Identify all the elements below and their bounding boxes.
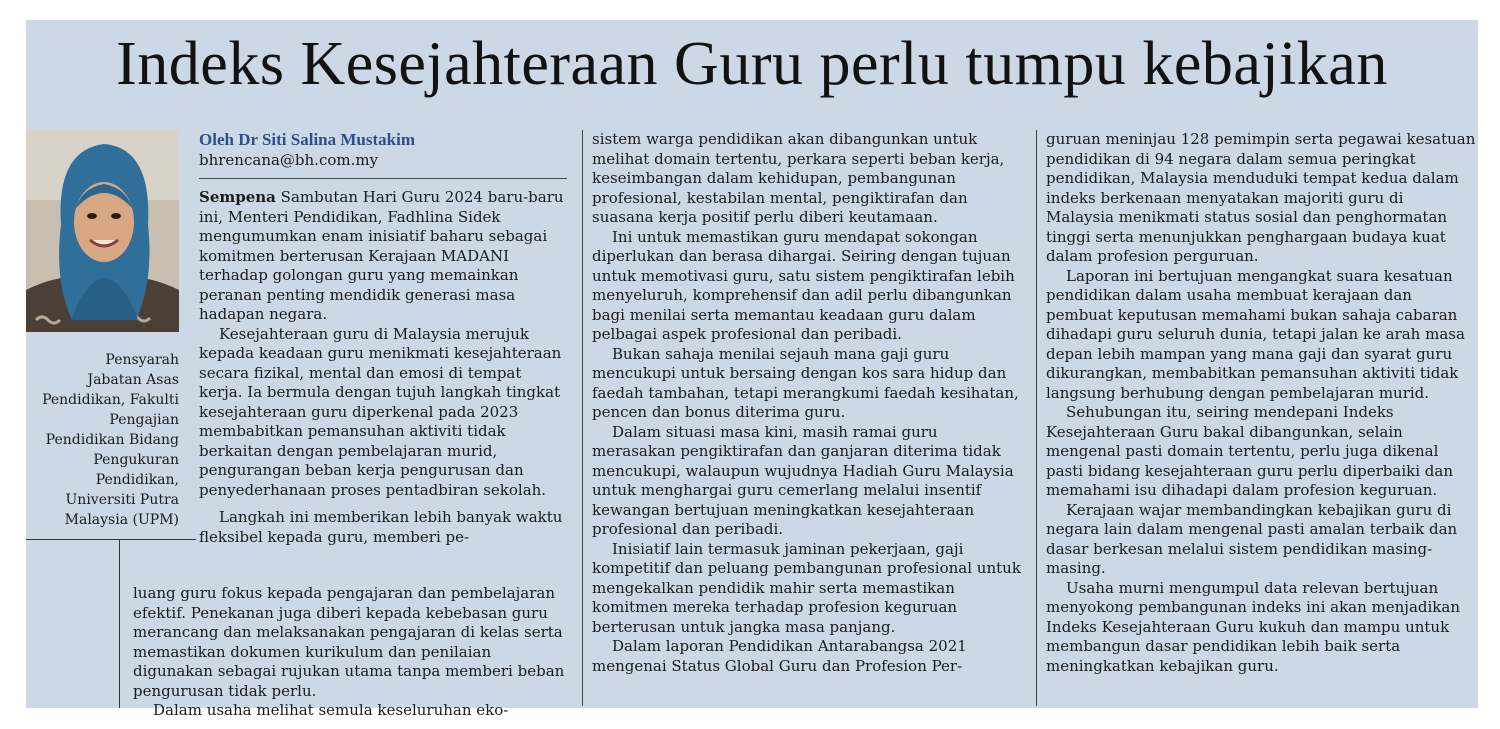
- article-page: [26, 20, 1478, 719]
- paragraph: guruan meninjau 128 pemimpin serta pegawai kesatuan pendidikan di 94 negara dalam semua peringkat pendidikan, Malaysia menduduki tempat kedua dalam indeks berkenaan menyatakan majoriti guru di Malaysia menikmati status sosial dan penghormatan tinggi serta menunjukkan penghargaan budaya kuat dalam profesion perguruan.: [1046, 130, 1476, 265]
- paragraph: Kerajaan wajar membandingkan kebajikan guru di negara lain dalam mengenal pasti amalan terbaik dan dasar berkesan melalui sistem pendidikan masing-masing.: [1046, 500, 1458, 577]
- author-email: bhrencana@bh.com.my: [199, 151, 379, 169]
- paragraph: Sempena Sambutan Hari Guru 2024 baru-baru ini, Menteri Pendidikan, Fadhlina Sidek mengumumkan enam inisiatif baharu sebagai komitmen berterusan Kerajaan MADANI terhadap golongan guru yang memainkan peranan penting mendidik generasi masa hadapan negara.: [199, 188, 564, 323]
- column-3: [1046, 130, 1476, 676]
- paragraph: Dalam laporan Pendidikan Antarabangsa 2021 mengenai Status Global Guru dan Profesion Per-: [592, 637, 967, 675]
- paragraph: Ini untuk memastikan guru mendapat sokongan diperlukan dan berasa dihargai. Seiring dengan tujuan untuk memotivasi guru, satu sistem pengiktirafan lebih menyeluruh, komprehensif dan adil perlu dibangunkan bagi menilai serta memantau keadaan guru dalam pelbagai aspek profesional dan peribadi.: [592, 227, 1015, 343]
- headline: Indeks Kesejahteraan Guru perlu tumpu kebajikan: [116, 30, 1388, 98]
- paragraph: Usaha murni mengumpul data relevan bertujuan menyokong pembangunan indeks ini akan menjadikan Indeks Kesejahteraan Guru kukuh dan mampu untuk membangun dasar pendidikan lebih baik serta meningkatkan kebajikan guru.: [1046, 578, 1460, 675]
- paragraph: Dalam situasi masa kini, masih ramai guru merasakan pengiktirafan dan ganjaran diterima tidak mencukupi, walaupun wujudnya Hadiah Guru Malaysia untuk menghargai guru cemerlang melalui insentif kewangan bertujuan meningkatkan kesejahteraan profesional dan peribadi.: [592, 422, 1014, 538]
- caption-divider: [26, 539, 196, 540]
- paragraph: Dalam usaha melihat semula keseluruhan eko-: [153, 701, 509, 719]
- author-name: Oleh Dr Siti Salina Mustakim: [199, 130, 415, 149]
- column-rule: [1036, 130, 1037, 706]
- paragraph: luang guru fokus kepada pengajaran dan pembelajaran efektif. Penekanan juga diberi kepada kebebasan guru merancang dan melaksanakan pengajaran di kelas serta memastikan dokumen kurikulum dan penilaian digunakan sebagai rujukan utama tanpa memberi beban pengurusan tidak perlu.: [133, 584, 565, 700]
- paragraph: Inisiatif lain termasuk jaminan pekerjaan, gaji kompetitif dan peluang pembangunan profesional untuk mengekalkan pendidik mahir serta memastikan komitmen mereka terhadap profesion keguruan berterusan untuk jangka masa panjang.: [592, 539, 1021, 636]
- column-1-upper: [199, 188, 569, 547]
- column-rule: [582, 130, 583, 706]
- column-1-lower: [133, 584, 569, 721]
- byline: [199, 130, 567, 179]
- paragraph: sistem warga pendidikan akan dibangunkan untuk melihat domain tertentu, perkara seperti beban kerja, keseimbangan dalam kehidupan, pembangunan profesional, kestabilan mental, pengiktirafan dan suasana kerja positif perlu diberi keutamaan.: [592, 130, 1005, 226]
- paragraph: Bukan sahaja menilai sejauh mana gaji guru mencukupi untuk bersaing dengan kos sara hidup dan faedah tambahan, tetapi merangkumi faedah kesihatan, pencen dan bonus diterima guru.: [592, 344, 1019, 421]
- paragraph: Langkah ini memberikan lebih banyak waktu fleksibel kepada guru, memberi pe-: [199, 508, 563, 546]
- lead-word: Sempena: [199, 188, 276, 206]
- byline-divider: [199, 178, 567, 179]
- paragraph: Laporan ini bertujuan mengangkat suara kesatuan pendidikan dalam usaha membuat kerajaan dan pembuat keputusan memahami bukan sahaja cabaran dihadapi guru seluruh dunia, tetapi jalan ke arah masa depan lebih mampan yang mana gaji dan syarat guru dikurangkan, membabitkan pemansuhan aktiviti tidak langsung berhubung dengan pembelajaran murid.: [1046, 266, 1465, 402]
- author-caption: Pensyarah Jabatan Asas Pendidikan, Fakulti Pengajian Pendidikan Bidang Pengukuran Pendidikan, Universiti Putra Malaysia (UPM): [42, 352, 179, 528]
- column-2: [592, 130, 1024, 676]
- paragraph: Sehubungan itu, seiring mendepani Indeks Kesejahteraan Guru bakal dibangunkan, selain mengenal pasti domain tertentu, perlu juga dikenal pasti bidang kesejahteraan guru perlu diperbaiki dan memahami isu dihadapi dalam profesion keguruan.: [1046, 403, 1453, 499]
- column-wrap-divider: [119, 540, 120, 708]
- author-photo: [26, 130, 179, 332]
- paragraph: Kesejahteraan guru di Malaysia merujuk kepada keadaan guru menikmati kesejahteraan secara fizikal, mental dan emosi di tempat kerja. Ia bermula dengan tujuh langkah tingkat kesejahteraan guru diperkenal pada 2023 membabitkan pemansuhan aktiviti tidak berkaitan dengan pembelajaran murid, pengurangan beban kerja pengurusan dan penyederhanaan proses pentadbiran sekolah.: [199, 324, 562, 499]
